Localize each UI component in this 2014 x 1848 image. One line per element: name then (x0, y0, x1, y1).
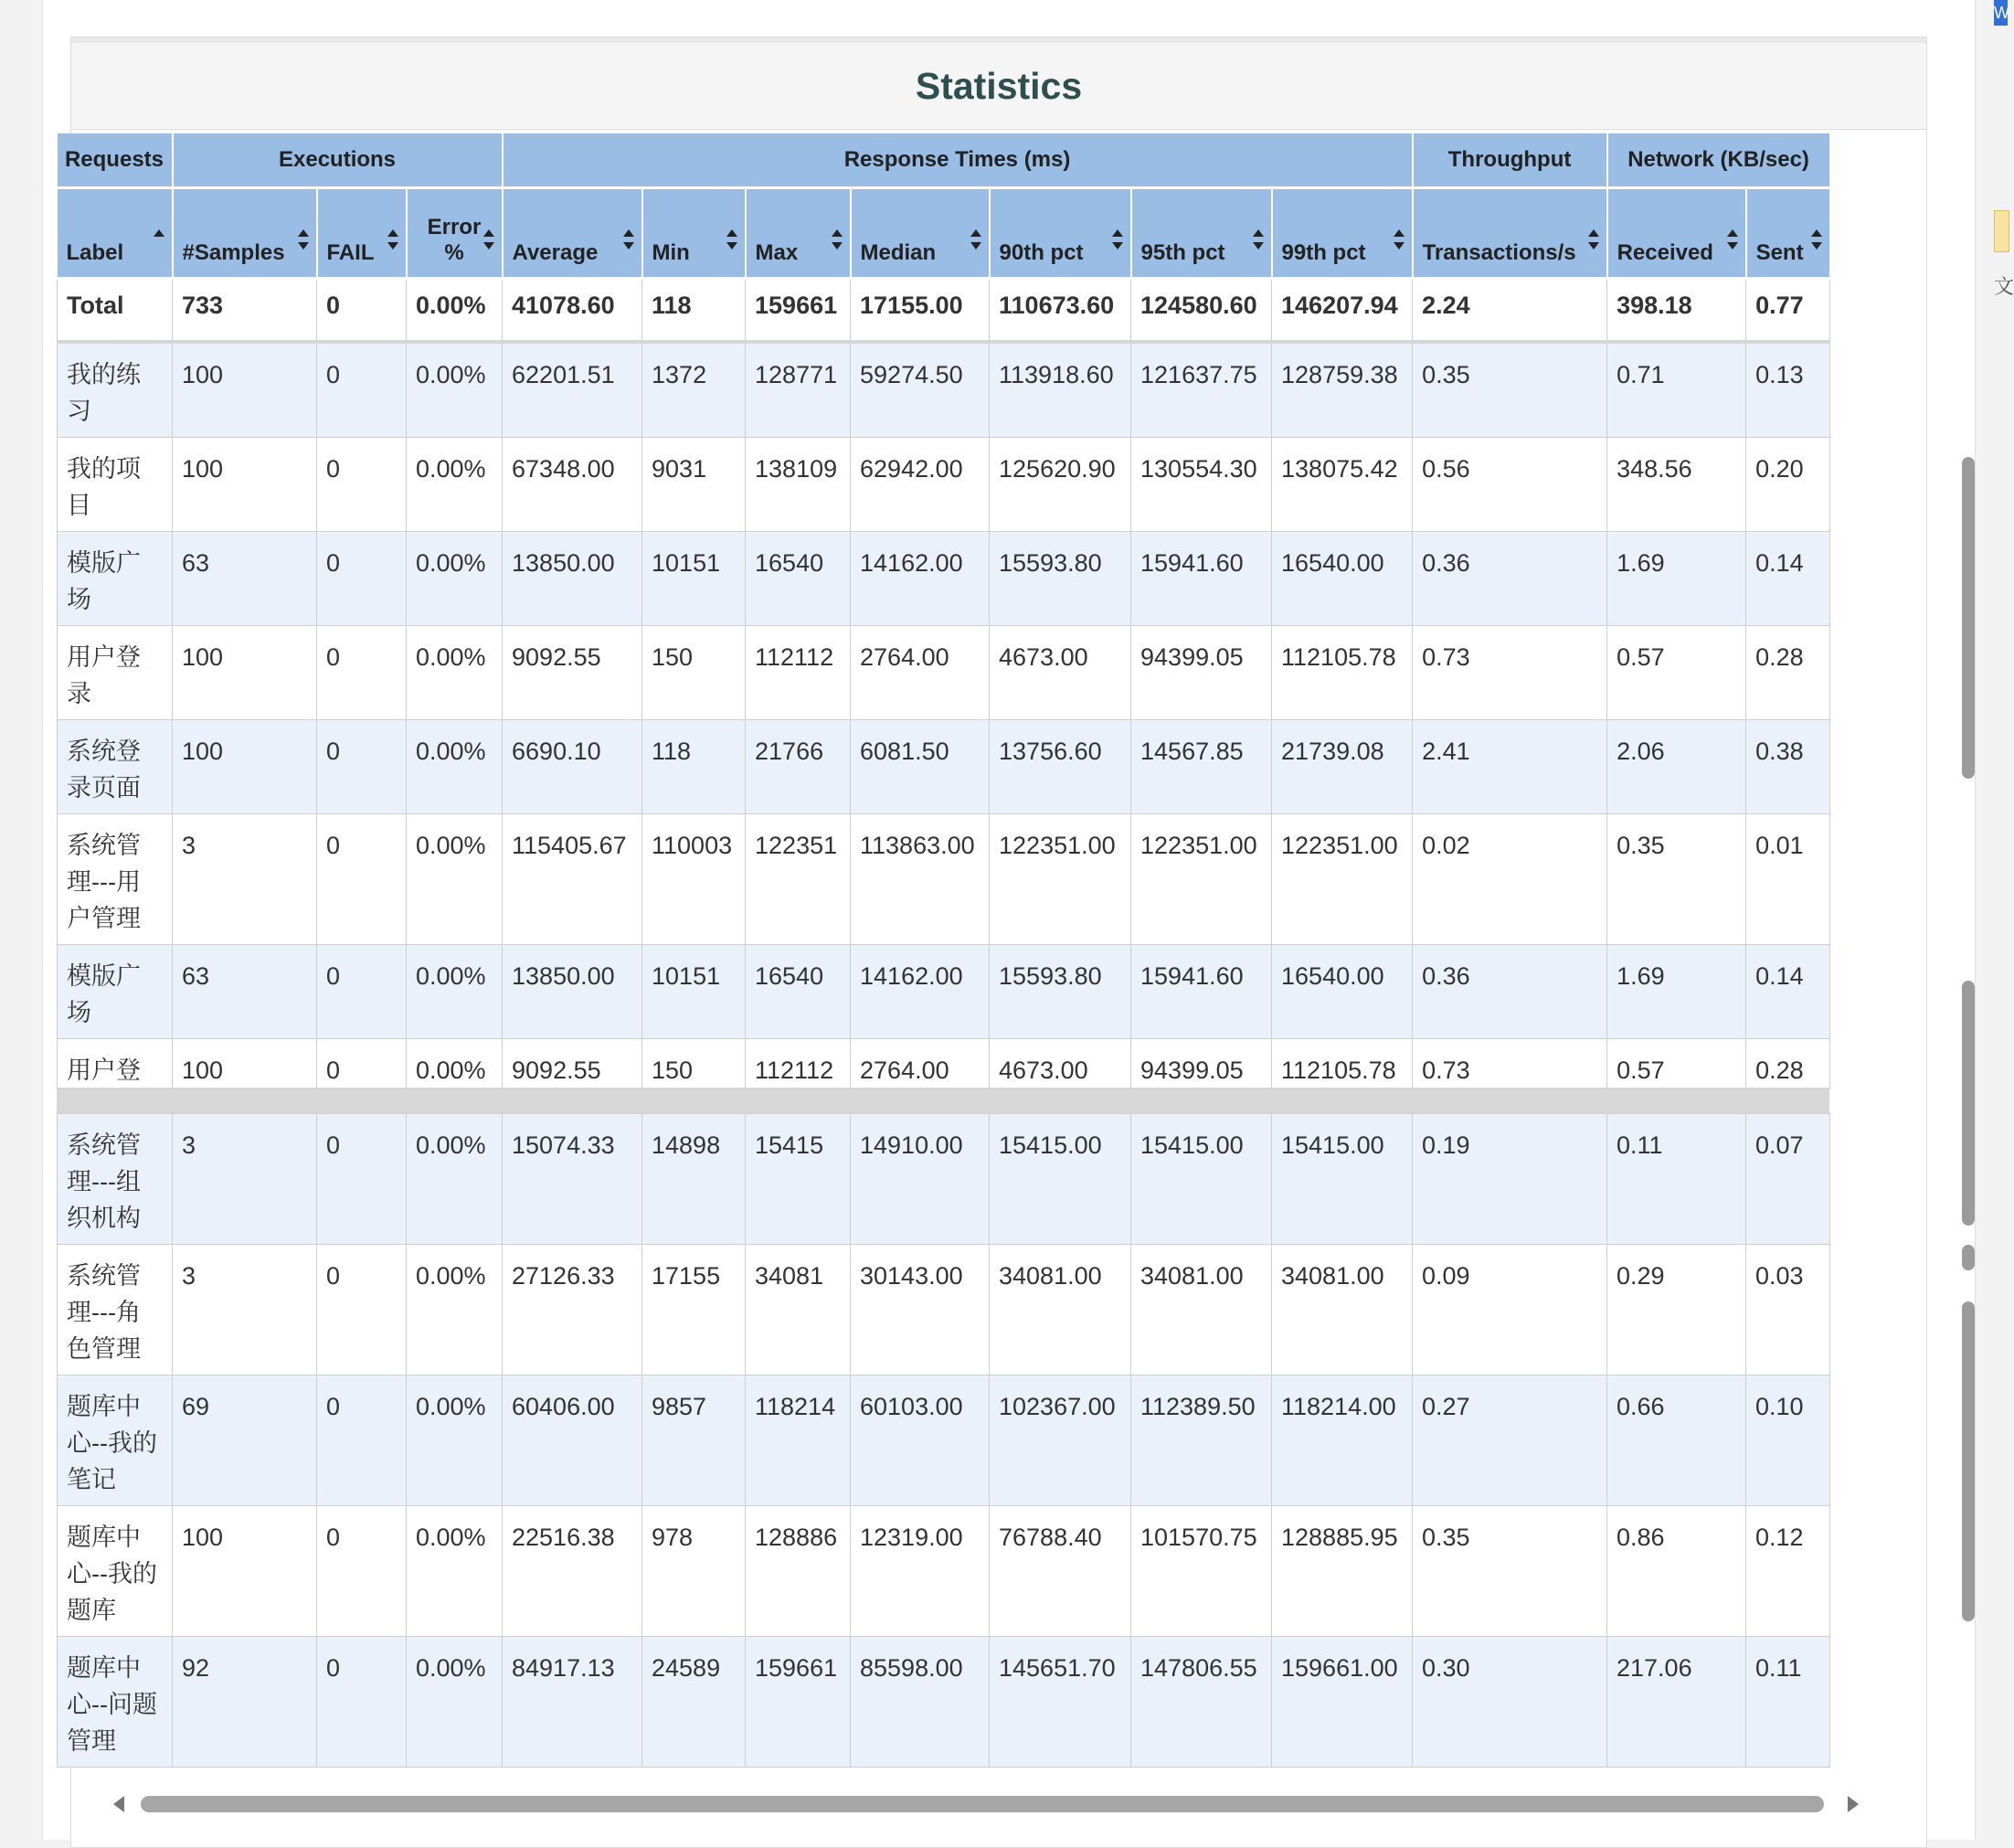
table-cell: 0 (317, 1039, 407, 1089)
table-cell: 348.56 (1607, 438, 1746, 532)
table-cell: 6081.50 (851, 720, 990, 814)
row-label: 用户登录 (58, 626, 173, 720)
table-cell: 150 (642, 1039, 746, 1089)
table-cell: 0 (317, 1245, 407, 1375)
table-cell: 9857 (642, 1375, 746, 1506)
column-header-label: Average (512, 240, 599, 265)
row-label: 题库中心--问题管理 (58, 1637, 173, 1768)
panel-heading (71, 37, 1926, 130)
group-header-row (58, 133, 1830, 188)
table-cell: 0.35 (1607, 814, 1746, 945)
sort-icon[interactable] (1112, 229, 1123, 250)
table-cell: 0.00% (407, 279, 503, 343)
table-cell: 0 (317, 720, 407, 814)
table-cell: 94399.05 (1131, 626, 1272, 720)
table-cell: 21766 (746, 720, 851, 814)
table-row (58, 814, 1830, 945)
table-cell: 0.09 (1413, 1245, 1607, 1375)
table-cell: 14162.00 (851, 532, 990, 626)
table-cell: 978 (642, 1506, 746, 1637)
column-header-7[interactable] (851, 188, 990, 279)
table-cell: 159661.00 (1272, 1637, 1413, 1768)
sort-icon[interactable] (970, 229, 981, 250)
table-cell: 0.02 (1413, 814, 1607, 945)
table-cell: 138109 (746, 438, 851, 532)
column-header-10[interactable] (1272, 188, 1413, 279)
table-cell: 60103.00 (851, 1375, 990, 1506)
table-cell: 0 (317, 626, 407, 720)
table-cell: 17155.00 (851, 279, 990, 343)
table-cell: 130554.30 (1131, 438, 1272, 532)
group-throughput: Throughput (1413, 133, 1607, 188)
table-cell: 16540.00 (1272, 532, 1413, 626)
row-label: 系统管理---组织机构 (58, 1114, 173, 1245)
table-cell: 85598.00 (851, 1637, 990, 1768)
group-response-times: Response Times (ms) (503, 133, 1413, 188)
table-row (58, 438, 1830, 532)
table-cell: 67348.00 (503, 438, 642, 532)
table-cell: 16540.00 (1272, 945, 1413, 1039)
table-cell: 0.03 (1746, 1245, 1830, 1375)
table-cell: 3 (173, 814, 317, 945)
sort-icon[interactable] (298, 229, 309, 250)
sort-ascending-icon[interactable] (154, 229, 164, 250)
table-cell: 110673.60 (990, 279, 1131, 343)
table-cell: 112105.78 (1272, 1039, 1413, 1089)
column-header-label: Max (755, 240, 799, 265)
table-cell: 0.35 (1413, 342, 1607, 438)
table-cell: 159661 (746, 279, 851, 343)
table-cell: 15593.80 (990, 532, 1131, 626)
table-cell: 112112 (746, 626, 851, 720)
table-cell: 122351 (746, 814, 851, 945)
column-header-13[interactable] (1746, 188, 1830, 279)
table-cell: 4673.00 (990, 626, 1131, 720)
row-label: 系统管理---用户管理 (58, 814, 173, 945)
table-cell: 122351.00 (1272, 814, 1413, 945)
table-cell: 0.57 (1607, 626, 1746, 720)
table-cell: 150 (642, 626, 746, 720)
table-cell: 15593.80 (990, 945, 1131, 1039)
table-cell: 76788.40 (990, 1506, 1131, 1637)
table-row (58, 342, 1830, 438)
table-cell: 0.20 (1746, 438, 1830, 532)
table-cell: 0.00% (407, 1245, 503, 1375)
table-row (58, 945, 1830, 1039)
table-cell: 138075.42 (1272, 438, 1413, 532)
table-row (58, 626, 1830, 720)
table-cell: 2764.00 (851, 626, 990, 720)
table-cell: 0.00% (407, 532, 503, 626)
sort-icon[interactable] (1811, 229, 1822, 250)
table-cell: 128885.95 (1272, 1506, 1413, 1637)
table-cell: 0.86 (1607, 1506, 1746, 1637)
table-cell: 0.14 (1746, 532, 1830, 626)
table-cell: 113918.60 (990, 342, 1131, 438)
table-cell: 0.29 (1607, 1245, 1746, 1375)
scroll-right-arrow-icon[interactable] (1848, 1796, 1859, 1812)
sort-icon[interactable] (726, 229, 737, 250)
column-header-label: 95th pct (1140, 240, 1225, 265)
table-cell: 15415.00 (990, 1114, 1131, 1245)
table-cell: 115405.67 (503, 814, 642, 945)
table-cell: 16540 (746, 532, 851, 626)
table-cell: 1.69 (1607, 945, 1746, 1039)
table-cell: 13850.00 (503, 945, 642, 1039)
vertical-scroll-segment[interactable] (1962, 981, 1975, 1226)
table-cell: 0.77 (1746, 279, 1830, 343)
table-cell: 0.73 (1413, 626, 1607, 720)
table-cell: 62201.51 (503, 342, 642, 438)
row-separator-gap (57, 1088, 1829, 1113)
column-header-label: Sent (1755, 240, 1804, 265)
column-header-8[interactable] (990, 188, 1131, 279)
table-cell: 112389.50 (1131, 1375, 1272, 1506)
table-cell: 100 (173, 1506, 317, 1637)
column-header-11[interactable] (1413, 188, 1607, 279)
sort-icon[interactable] (483, 229, 494, 250)
table-cell: 94399.05 (1131, 1039, 1272, 1089)
table-cell: 128886 (746, 1506, 851, 1637)
table-cell: 15941.60 (1131, 945, 1272, 1039)
table-row (58, 1114, 1830, 1245)
table-cell: 0.10 (1746, 1375, 1830, 1506)
table-cell: 122351.00 (990, 814, 1131, 945)
table-cell: 60406.00 (503, 1375, 642, 1506)
table-cell: 118214 (746, 1375, 851, 1506)
group-network: Network (KB/sec) (1607, 133, 1830, 188)
table-cell: 0 (317, 532, 407, 626)
sort-icon[interactable] (1727, 229, 1738, 250)
statistics-table-lower (57, 1113, 1830, 1768)
table-cell: 1.69 (1607, 532, 1746, 626)
group-requests: Requests (58, 133, 173, 188)
table-cell: 0.11 (1607, 1114, 1746, 1245)
table-cell: 118 (642, 279, 746, 343)
table-cell: 15074.33 (503, 1114, 642, 1245)
column-header-12[interactable] (1607, 188, 1746, 279)
column-header-label: Median (860, 240, 937, 265)
edge-text-label: 文 (1994, 276, 2014, 299)
table-cell: 145651.70 (990, 1637, 1131, 1768)
sort-icon[interactable] (1394, 229, 1404, 250)
table-cell: 9092.55 (503, 626, 642, 720)
table-cell: 0.28 (1746, 626, 1830, 720)
table-cell: 0.36 (1413, 945, 1607, 1039)
table-cell: 62942.00 (851, 438, 990, 532)
horizontal-scrollbar[interactable] (57, 1787, 1829, 1820)
table-cell: 0.28 (1746, 1039, 1830, 1089)
table-cell: 122351.00 (1131, 814, 1272, 945)
horizontal-scroll-thumb[interactable] (141, 1796, 1824, 1812)
table-cell: 118214.00 (1272, 1375, 1413, 1506)
page-title: Statistics (915, 64, 1083, 107)
table-cell: 2.41 (1413, 720, 1607, 814)
table-cell: 0 (317, 279, 407, 343)
table-cell: 0.00% (407, 1114, 503, 1245)
table-cell: 0.57 (1607, 1039, 1746, 1089)
row-label: Total (58, 279, 173, 343)
table-row (58, 1245, 1830, 1375)
row-label: 题库中心--我的题库 (58, 1506, 173, 1637)
sort-icon[interactable] (832, 229, 843, 250)
table-cell: 100 (173, 626, 317, 720)
table-cell: 100 (173, 720, 317, 814)
table-cell: 100 (173, 1039, 317, 1089)
table-cell: 3 (173, 1114, 317, 1245)
table-cell: 733 (173, 279, 317, 343)
table-cell: 0.14 (1746, 945, 1830, 1039)
table-cell: 121637.75 (1131, 342, 1272, 438)
table-cell: 147806.55 (1131, 1637, 1272, 1768)
column-header-row (58, 188, 1830, 279)
table-cell: 92 (173, 1637, 317, 1768)
table-cell: 0 (317, 342, 407, 438)
table-cell: 0.07 (1746, 1114, 1830, 1245)
table-cell: 217.06 (1607, 1637, 1746, 1768)
table-row (58, 532, 1830, 626)
table-cell: 159661 (746, 1637, 851, 1768)
table-body (58, 279, 1830, 1089)
column-header-label: 90th pct (999, 240, 1084, 265)
statistics-table-lower-wrapper (57, 1113, 1829, 1764)
table-cell: 14910.00 (851, 1114, 990, 1245)
table-cell: 24589 (642, 1637, 746, 1768)
table-cell: 12319.00 (851, 1506, 990, 1637)
table-cell: 0.73 (1413, 1039, 1607, 1089)
table-cell: 0.00% (407, 1506, 503, 1637)
table-cell: 0.11 (1746, 1637, 1830, 1768)
table-cell: 41078.60 (503, 279, 642, 343)
column-header-4[interactable] (503, 188, 642, 279)
table-cell: 10151 (642, 945, 746, 1039)
table-row (58, 1506, 1830, 1637)
table-cell: 0.00% (407, 438, 503, 532)
table-cell: 34081 (746, 1245, 851, 1375)
row-label: 题库中心--我的笔记 (58, 1375, 173, 1506)
table-cell: 0.00% (407, 1039, 503, 1089)
table-cell: 2764.00 (851, 1039, 990, 1089)
table-cell: 398.18 (1607, 279, 1746, 343)
vertical-scroll-thumb[interactable] (1962, 457, 1975, 779)
column-header-2[interactable] (317, 188, 407, 279)
table-cell: 16540 (746, 945, 851, 1039)
table-cell: 0.00% (407, 814, 503, 945)
table-cell: 17155 (642, 1245, 746, 1375)
column-header-5[interactable] (642, 188, 746, 279)
column-header-label: FAIL (326, 240, 375, 265)
column-header-6[interactable] (746, 188, 851, 279)
row-label: 系统管理---角色管理 (58, 1245, 173, 1375)
edge-note-icon[interactable] (1994, 210, 2009, 252)
sort-icon[interactable] (1253, 229, 1264, 250)
table-cell: 101570.75 (1131, 1506, 1272, 1637)
table-cell: 0 (317, 814, 407, 945)
table-cell: 0.12 (1746, 1506, 1830, 1637)
table-body-lower (58, 1114, 1830, 1768)
table-cell: 0 (317, 1114, 407, 1245)
table-cell: 0.38 (1746, 720, 1830, 814)
table-cell: 63 (173, 532, 317, 626)
row-label: 模版广场 (58, 532, 173, 626)
table-cell: 125620.90 (990, 438, 1131, 532)
table-cell: 124580.60 (1131, 279, 1272, 343)
table-cell: 118 (642, 720, 746, 814)
table-cell: 6690.10 (503, 720, 642, 814)
column-header-label: Min (652, 240, 690, 265)
table-cell: 9031 (642, 438, 746, 532)
table-cell: 0 (317, 1506, 407, 1637)
total-row (58, 279, 1830, 343)
table-cell: 0 (317, 945, 407, 1039)
column-header-label: Error % (427, 215, 482, 265)
table-row (58, 1375, 1830, 1506)
table-cell: 0.01 (1746, 814, 1830, 945)
table-cell: 113863.00 (851, 814, 990, 945)
table-cell: 0.00% (407, 626, 503, 720)
table-cell: 27126.33 (503, 1245, 642, 1375)
table-cell: 34081.00 (990, 1245, 1131, 1375)
column-header-label: Received (1616, 240, 1713, 265)
table-cell: 0.30 (1413, 1637, 1607, 1768)
sort-icon[interactable] (387, 229, 398, 250)
table-cell: 0.66 (1607, 1375, 1746, 1506)
table-cell: 34081.00 (1131, 1245, 1272, 1375)
table-cell: 0 (317, 438, 407, 532)
column-header-label: #Samples (182, 240, 285, 265)
table-row (58, 1637, 1830, 1768)
table-cell: 21739.08 (1272, 720, 1413, 814)
table-cell: 14162.00 (851, 945, 990, 1039)
table-cell: 15415 (746, 1114, 851, 1245)
table-cell: 34081.00 (1272, 1245, 1413, 1375)
table-cell: 146207.94 (1272, 279, 1413, 343)
table-cell: 110003 (642, 814, 746, 945)
table-cell: 112105.78 (1272, 626, 1413, 720)
table-cell: 2.24 (1413, 279, 1607, 343)
table-cell: 0.00% (407, 1375, 503, 1506)
sort-icon[interactable] (1588, 229, 1599, 250)
group-executions: Executions (173, 133, 503, 188)
edge-window-icon[interactable]: W (1994, 0, 2008, 26)
scroll-left-arrow-icon[interactable] (113, 1796, 124, 1812)
table-cell: 30143.00 (851, 1245, 990, 1375)
table-cell: 59274.50 (851, 342, 990, 438)
table-cell: 84917.13 (503, 1637, 642, 1768)
table-cell: 3 (173, 1245, 317, 1375)
table-cell: 63 (173, 945, 317, 1039)
table-cell: 4673.00 (990, 1039, 1131, 1089)
column-header-0[interactable] (58, 188, 173, 279)
sort-icon[interactable] (623, 229, 634, 250)
row-label: 我的练习 (58, 342, 173, 438)
table-cell: 14567.85 (1131, 720, 1272, 814)
statistics-table (57, 133, 1831, 1089)
table-cell: 0.00% (407, 1637, 503, 1768)
table-cell: 15415.00 (1272, 1114, 1413, 1245)
table-row (58, 1039, 1830, 1089)
table-row (58, 720, 1830, 814)
table-cell: 0.35 (1413, 1506, 1607, 1637)
table-cell: 2.06 (1607, 720, 1746, 814)
row-label: 我的项目 (58, 438, 173, 532)
vertical-scroll-segment-lower[interactable] (1962, 1301, 1975, 1621)
vertical-scroll-segment-small[interactable] (1962, 1245, 1975, 1270)
table-cell: 0.27 (1413, 1375, 1607, 1506)
column-header-1[interactable] (173, 188, 317, 279)
table-cell: 1372 (642, 342, 746, 438)
table-cell: 9092.55 (503, 1039, 642, 1089)
table-cell: 0.71 (1607, 342, 1746, 438)
table-cell: 22516.38 (503, 1506, 642, 1637)
table-cell: 102367.00 (990, 1375, 1131, 1506)
table-cell: 14898 (642, 1114, 746, 1245)
table-cell: 0.19 (1413, 1114, 1607, 1245)
column-header-label: 99th pct (1281, 240, 1366, 265)
column-header-3[interactable] (407, 188, 503, 279)
table-cell: 15941.60 (1131, 532, 1272, 626)
column-header-9[interactable] (1131, 188, 1272, 279)
table-cell: 0.13 (1746, 342, 1830, 438)
column-header-label: Label (66, 240, 124, 265)
table-cell: 0.00% (407, 945, 503, 1039)
table-cell: 128771 (746, 342, 851, 438)
table-cell: 100 (173, 438, 317, 532)
table-cell: 0.36 (1413, 532, 1607, 626)
table-cell: 10151 (642, 532, 746, 626)
table-cell: 69 (173, 1375, 317, 1506)
column-header-label: Transactions/s (1422, 240, 1576, 265)
table-cell: 100 (173, 342, 317, 438)
table-cell: 13756.60 (990, 720, 1131, 814)
table-cell: 0 (317, 1375, 407, 1506)
table-cell: 0.00% (407, 720, 503, 814)
table-cell: 15415.00 (1131, 1114, 1272, 1245)
row-label: 用户登 (58, 1039, 173, 1089)
table-cell: 0 (317, 1637, 407, 1768)
table-cell: 128759.38 (1272, 342, 1413, 438)
row-label: 系统登录页面 (58, 720, 173, 814)
table-cell: 0.56 (1413, 438, 1607, 532)
table-cell: 112112 (746, 1039, 851, 1089)
table-cell: 0.00% (407, 342, 503, 438)
table-cell: 13850.00 (503, 532, 642, 626)
row-label: 模版广场 (58, 945, 173, 1039)
